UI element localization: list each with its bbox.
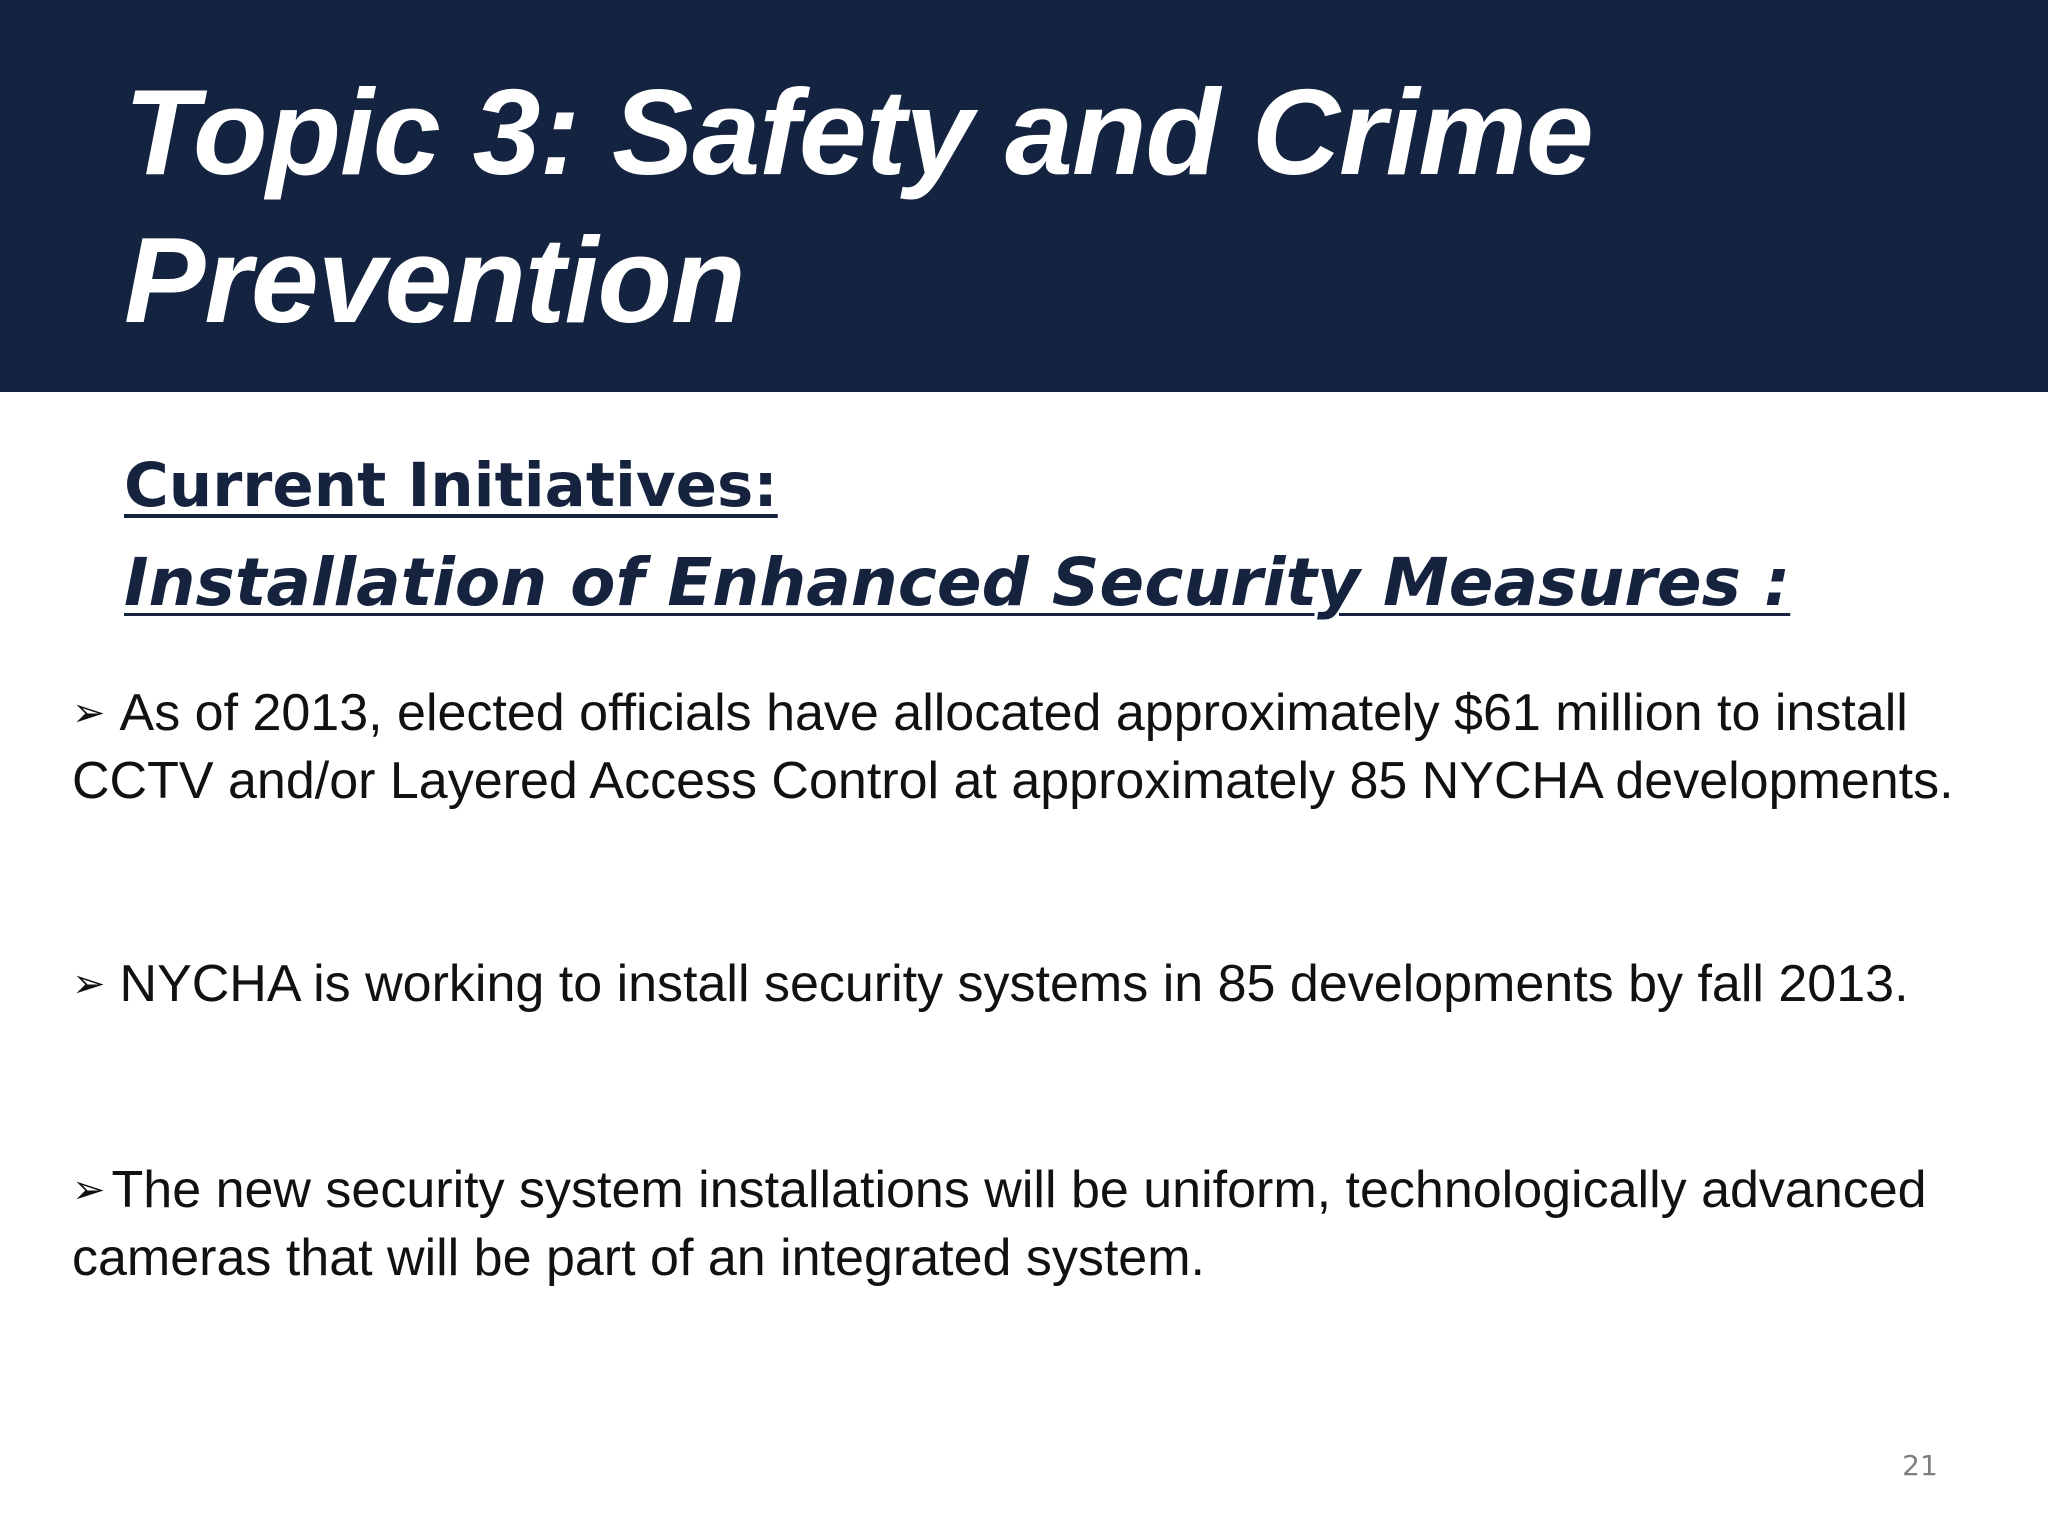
bullet-text: NYCHA is working to install security systems in 85 developments by fall 2013. [119,955,1909,1013]
slide-title: Topic 3: Safety and Crime Prevention [124,64,1593,348]
bullet-item [72,1156,1992,1292]
bullet-item [72,950,1992,1018]
arrow-bullet-icon: ➢ [72,1167,106,1213]
page-number: 21 [1902,1449,1938,1482]
arrow-bullet-icon: ➢ [72,961,106,1007]
title-banner [0,0,2048,392]
bullet-text: The new security system installations will be uniform, technologically advanced cameras that will be part of an integrated system. [72,1161,1927,1287]
section-subheading: Installation of Enhanced Security Measures : [124,544,1791,621]
bullet-text: As of 2013, elected officials have allocated approximately $61 million to install CCTV and/or Layered Access Control at approximately 85 NYCHA developments. [72,684,1954,810]
bullet-item [72,679,1992,815]
arrow-bullet-icon: ➢ [72,690,106,736]
section-heading: Current Initiatives: [124,450,778,521]
